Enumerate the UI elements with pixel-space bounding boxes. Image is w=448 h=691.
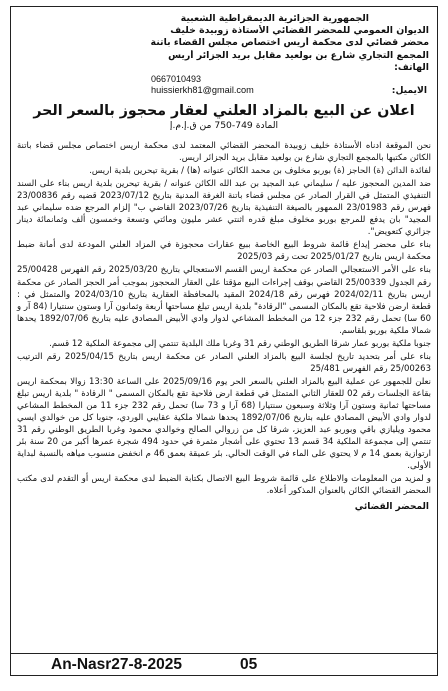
email-row: [11, 85, 437, 96]
office-header: [11, 7, 437, 74]
legal-notice-page: [10, 6, 438, 676]
signature-label: المحضر القضائي: [354, 502, 429, 513]
body-paragraph: و لمزيد من المعلومات والاطلاع على قائمة شروط البيع الاتصال بكتابة الضبط لدى محكمة اريس أو التقدم لدى مكتب المحضر القضائي الكائن بالعنوان المذكور أعلاه.: [17, 474, 431, 497]
body-paragraph: بناء على الأمر الاستعجالي الصادر عن محكمة اريس القسم الاستعجالي بتاريخ 2025/03/20 رقم الفهرس 25/00428 رقم الجدول 25/00339 القاضي بوقف إجراءات البيع مؤقتا على العقار المحجوز بموجب أمر الحجز الصادر عن محكمة اريس بتاريخ 2024/02/11 فهرس رقم 2024/18 المقيد بالمحافظة العقارية بتاريخ 2024/03/10 والمتمثل في : قطعة ارضن فلاحية تقع بالمكان المسمى "الرقادة" بلدية اريس تبلغ مساحتها أربعة وثمانون آرا وستون سنتيارا (84 آر و 60 سا) تحمل رقم 232 جزء 12 من المخطط المشاعي لدوار وادي الأبيض المصادق عليه بتاريخ 1892/07/06 يحدها شمالا ملكية بوربو بلقاسم.: [17, 265, 431, 336]
issue-date: An-Nasr27-8-2025: [51, 655, 182, 673]
notice-legal-reference: المادة 749-750 من ق.إ.م.إ: [169, 120, 279, 132]
phone-number: 0667010493: [151, 74, 202, 85]
email-address: huissierkh81@gmail.com: [151, 85, 254, 96]
body-paragraph: نحن الموقعة ادناه الأستاذة خليف زوبيدة المحضر القضائي المعتمد لدى محكمة اريس اختصاص مجلس قضاء باتنة الكائن مكتبها بالمجمع التجاري شارع بن بولعيد مقابل بريد الجزائر اريس.: [17, 141, 431, 164]
header-jurisdiction: محضر قضائي لدى محكمة أريس اختصاص مجلس القضاء باتنة: [150, 37, 429, 49]
body-paragraph: جنوبا ملكية بوربو عمار شرقا الطريق الوطني رقم 31 وغربا ملك البلدية تنتمي إلى مجموعة الملكية 12 قسم.: [49, 338, 431, 349]
email-label: الايميل:: [391, 85, 427, 97]
header-phone-label: الهاتف:: [394, 61, 429, 73]
header-address: المجمع التجاري شارع بن بولعيد مقابل بريد الجزائر أريس: [168, 49, 429, 61]
body-paragraph: بناء على أمر بتحديد تاريخ لجلسة البيع بالمزاد العلني الصادر عن محكمة اريس بتاريخ 2025/04/15 رقم الترتيب 25/00263 رقم الفهرس 25/481: [17, 351, 431, 374]
body-paragraph: ضد المدين المحجوز عليه / سليماني عبد المجيد بن عبد الله الكائن عنوانه / بقرية تيحرين بلدية اريس بناء على السند التنفيذي المتمثل في القرار الصادر عن مجلس قضاء باتنة الغرفة المدنية بتاريخ 2023/07/12 قضيه رقم 23/00836 فهرس رقم 23/01983 الممهور بالصيغة التنفيذية بتاريخ 2023/07/26 القاضي ب" إلزام المرجع ضده سليماني عبد المجيد" بان يدفع للمرجع بوربو مخلوف مبلغ قدره اثنتي عشر مليون ومائتي وتسعة وخمسون ألف وثمانمائة دينار جزائري كتعويض".: [17, 179, 431, 238]
page-number: 05: [239, 655, 258, 673]
notice-body: [11, 140, 437, 497]
header-office: الديوان العمومي للمحضر القضائي الأستاذة زوبيدة خليف: [170, 25, 429, 37]
notice-title: اعلان عن البيع بالمزاد العلني لعقار محجوز بالسعر الحر: [33, 103, 415, 120]
newspaper-footer: [11, 653, 437, 675]
body-paragraph: بناء على محضر إيداع قائمة شروط البيع الخاصة ببيع عقارات محجوزة في المزاد العلني المودعة لدى أمانة ضبط محكمة اريس بتاريخ 2025/01/27 تحت رقم 2025/03: [17, 240, 431, 263]
header-republic: الجمهورية الجزائرية الديمقراطية الشعبية: [180, 13, 369, 24]
body-paragraph: نعلن للجمهور عن عملية البيع بالمزاد العلني بالسعر الحر يوم 2025/09/16 على الساعة 13:30 زوالا بمحكمة اريس بقاعة الجلسات رقم 02 للعقار الثاني المتمثل في قطعة ارض فلاحية تقع بالمكان المسمى " الرقادة " بلدية اريس تبلغ مساحتها ثمانية وستون آرا وثلاثة وسبعون سنتيارا (68 آرا و 73 سا) تحمل رقم 232 جزء 11 من المخطط المشاعي لدوار وادي الأبيض المصادق عليه بتاريخ 1892/07/06 يحدها شمالا ملكية عقايبي الوردي، جنوبا كل من خوالدي ايسي محمود ويليازي باقي وبوربو عبد العزيز، شرقا كل من زروالي الصالح وخوالدي محمود وغربا الطريق الوطني رقم 31 تنتمي إلى مجموعة الملكية 34 قسم 13 تحتوي على أشجار مثمرة في حدود 494 شجرة عمرها أكبر من 20 سنة بئر ارتوازية بعمق 14 م لا يحتوي على الماء في الوقت الحالي. بئر عميقة بعمق 46 م انخفض منسوب مياهه بالنسبة لبداية الأولى.: [17, 376, 432, 472]
body-paragraph: لفائدة الدائن (ة) الحاجز (ة) بوربو مخلوف بن محمد الكائن عنوانه (ها) / بقرية تيحرين بلدية اريس.: [89, 166, 431, 177]
